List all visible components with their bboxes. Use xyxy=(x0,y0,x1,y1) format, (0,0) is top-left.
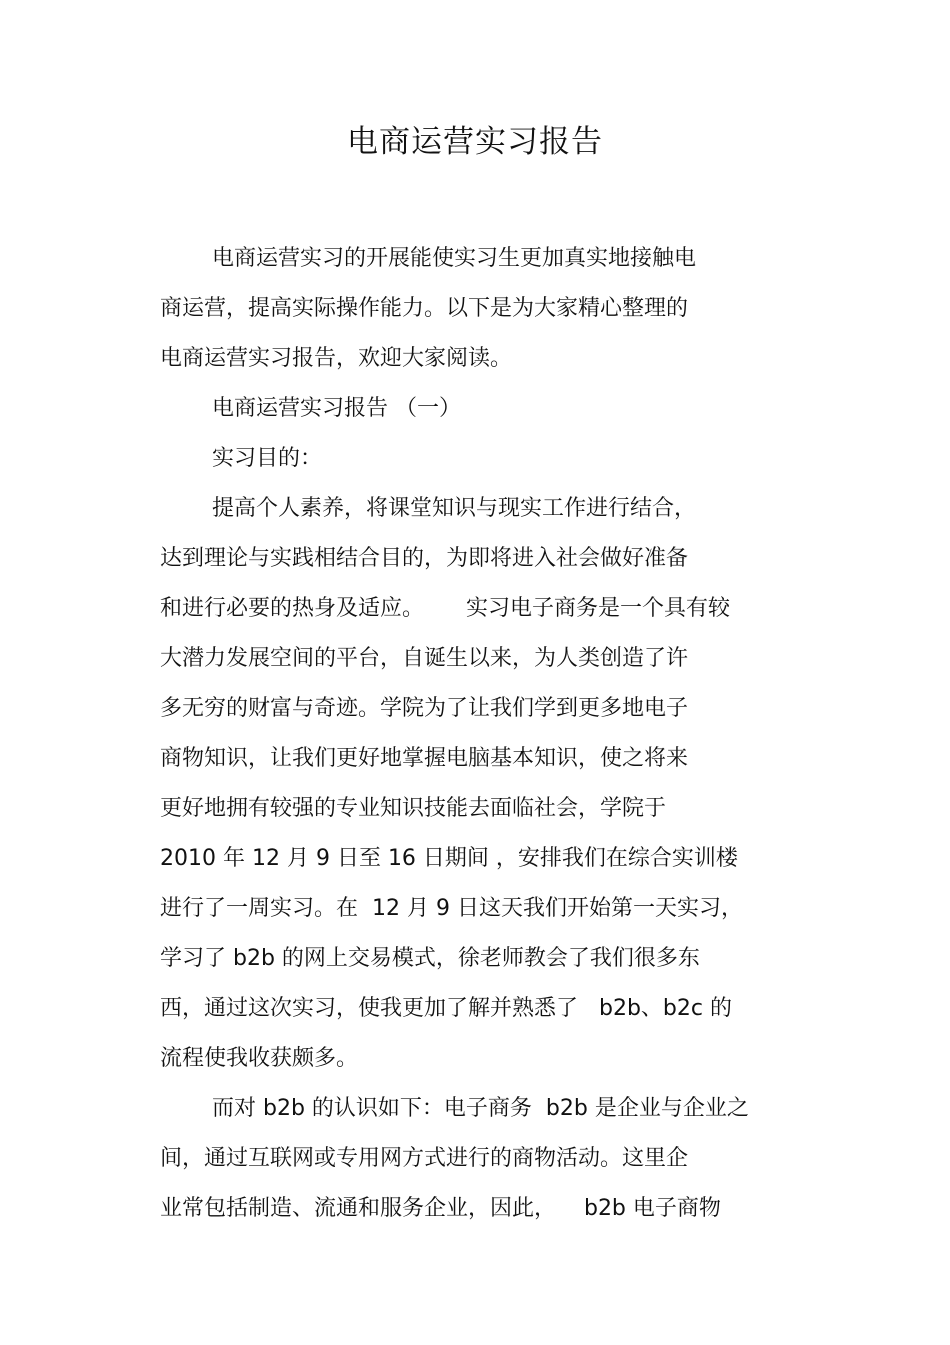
paragraph-line: 进行了一周实习。在 12 月 9 日这天我们开始第一天实习， xyxy=(160,896,743,921)
paragraph-line: 多无穷的财富与奇迹。学院为了让我们学到更多地电子 xyxy=(160,696,689,721)
paragraph-line: 商物知识，让我们更好地掌握电脑基本知识，使之将来 xyxy=(160,746,689,771)
paragraph-line: 商运营，提高实际操作能力。以下是为大家精心整理的 xyxy=(160,296,689,321)
document-body xyxy=(160,241,820,1241)
section-heading: 电商运营实习报告 （一） xyxy=(212,396,461,421)
paragraph-line: 而对 b2b 的认识如下：电子商务 b2b 是企业与企业之 xyxy=(212,1096,749,1121)
paragraph-line: 提高个人素养，将课堂知识与现实工作进行结合， xyxy=(212,496,697,521)
paragraph-line: 电商运营实习的开展能使实习生更加真实地接触电 xyxy=(212,246,697,271)
document-title: 电商运营实习报告 xyxy=(347,124,603,160)
paragraph-line: 学习了 b2b 的网上交易模式，徐老师教会了我们很多东 xyxy=(160,946,700,971)
paragraph-line: 业常包括制造、流通和服务企业，因此， b2b 电子商物 xyxy=(160,1196,721,1221)
paragraph-line: 大潜力发展空间的平台，自诞生以来，为人类创造了许 xyxy=(160,646,689,671)
paragraph-line: 更好地拥有较强的专业知识技能去面临社会，学院于 xyxy=(160,796,667,821)
subheading: 实习目的： xyxy=(212,446,323,471)
paragraph-line: 电商运营实习报告，欢迎大家阅读。 xyxy=(160,346,513,371)
paragraph-line: 达到理论与实践相结合目的，为即将进入社会做好准备 xyxy=(160,546,689,571)
paragraph-line: 西，通过这次实习，使我更加了解并熟悉了 b2b、b2c 的 xyxy=(160,996,732,1021)
paragraph-line: 间，通过互联网或专用网方式进行的商物活动。这里企 xyxy=(160,1146,689,1171)
paragraph-line: 和进行必要的热身及适应。 实习电子商务是一个具有较 xyxy=(160,596,730,621)
paragraph-line: 2010 年 12 月 9 日至 16 日期间 ，安排我们在综合实训楼 xyxy=(160,846,738,871)
paragraph-line: 流程使我收获颇多。 xyxy=(160,1046,359,1071)
